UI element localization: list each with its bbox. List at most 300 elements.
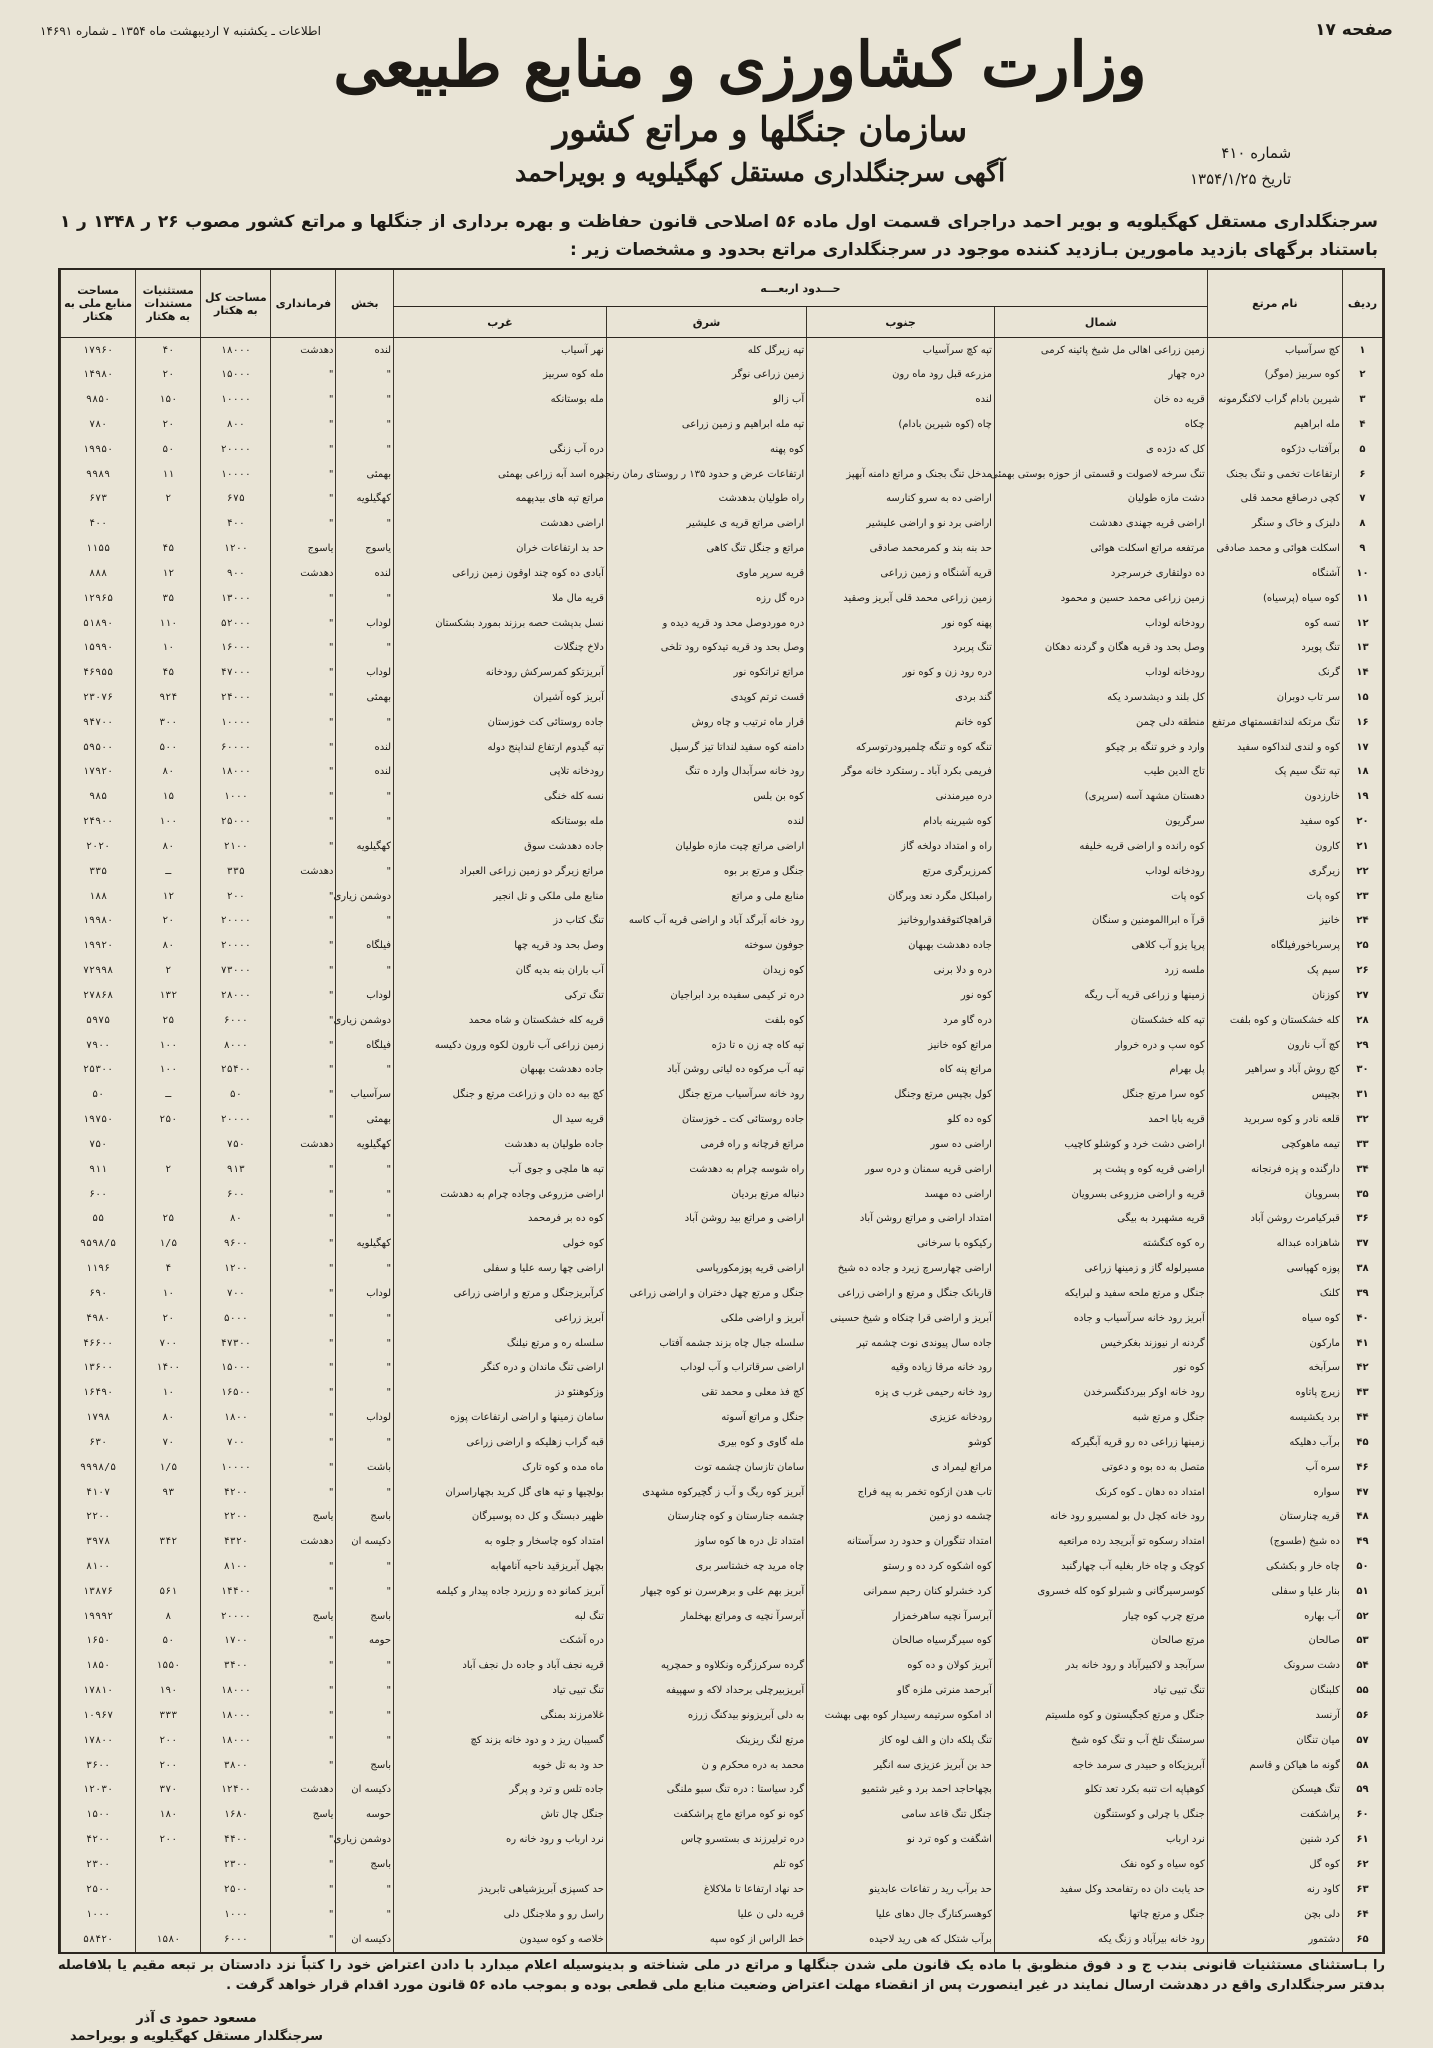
governorate: یاسوج <box>271 536 336 561</box>
natural-resource-area: ۲۵۳۰۰ <box>61 1058 136 1083</box>
north-border: زمینها زراعی ده رو قریه آبگیرکه <box>994 1430 1207 1455</box>
exceptions-area: ۸۰ <box>136 760 201 785</box>
east-border: مله گاوی و کوه بیری <box>606 1430 806 1455</box>
exceptions-area: ۱۰ <box>136 1281 201 1306</box>
row-number: ۹ <box>1342 536 1382 561</box>
row-number: ۲۱ <box>1342 834 1382 859</box>
governorate: " <box>271 1331 336 1356</box>
east-border: قریه دلی ن علیا <box>606 1902 806 1927</box>
exceptions-area: ۲۵ <box>136 1206 201 1231</box>
row-number: ۲۸ <box>1342 1008 1382 1033</box>
rangeland-name: کچی درصاقع محمد قلی <box>1207 486 1342 511</box>
governorate: " <box>271 412 336 437</box>
row-number: ۳۱ <box>1342 1082 1382 1107</box>
south-border: اراضی برد نو و اراضی علیشیر <box>807 511 995 536</box>
district: لوداب <box>336 611 394 636</box>
south-border: تپه کچ سرآسیاب <box>807 338 995 363</box>
south-border: اراضی ده به سرو کنارسه <box>807 486 995 511</box>
south-border: بچهاحاجد احمد برد و غیر شتمیو <box>807 1778 995 1803</box>
natural-resource-area: ۲۳۰۰ <box>61 1852 136 1877</box>
district: " <box>336 586 394 611</box>
ministry-title: وزارت کشاورزی و منابع طبیعی <box>333 28 1147 101</box>
west-border: کوه ده بر فرمحمد <box>394 1206 607 1231</box>
row-number: ۵ <box>1342 437 1382 462</box>
total-area: ۱۰۰۰ <box>201 784 271 809</box>
south-border: کوشو <box>807 1430 995 1455</box>
district: دوشمن زیاری <box>336 1827 394 1852</box>
north-border: حد یابت دان ده رتفامحد وکل سفید <box>994 1877 1207 1902</box>
governorate: " <box>271 1678 336 1703</box>
governorate: " <box>271 1455 336 1480</box>
governorate: " <box>271 1405 336 1430</box>
row-number: ۳۶ <box>1342 1206 1382 1231</box>
exceptions-area: ۴ <box>136 1256 201 1281</box>
west-border: مراتع تپه های بیدپهمه <box>394 486 607 511</box>
south-border: حد برآب رید ر تفاعات عابدینو <box>807 1877 995 1902</box>
total-area: ۱۲۰۰ <box>201 1256 271 1281</box>
rangeland-name: کوه گل <box>1207 1852 1342 1877</box>
west-border: جاده دهدشت بهبهان <box>394 1058 607 1083</box>
exceptions-area: ۴۰ <box>136 338 201 363</box>
row-number: ۸ <box>1342 511 1382 536</box>
total-area: ۷۰۰ <box>201 1430 271 1455</box>
total-area: ۲۳۰۰ <box>201 1852 271 1877</box>
total-area: ۶۰۰۰ <box>201 1927 271 1953</box>
total-area: ۹۱۳ <box>201 1157 271 1182</box>
natural-resource-area: ۲۴۹۰۰ <box>61 809 136 834</box>
total-area: ۲۴۰۰۰ <box>201 685 271 710</box>
south-border: زمین زراعی محمد قلی آبریز وصقید <box>807 586 995 611</box>
exceptions-area: ۸۰ <box>136 933 201 958</box>
west-border: قریه مال ملا <box>394 586 607 611</box>
natural-resource-area: ۱۷۹۶۰ <box>61 338 136 363</box>
table-row <box>61 1306 1383 1331</box>
natural-resource-area: ۴۲۰۰ <box>61 1827 136 1852</box>
west-border: تپه گیدوم ارتفاع لنداپنج دوله <box>394 735 607 760</box>
table-row <box>61 958 1383 983</box>
rangeland-name: سر تاب دوبران <box>1207 685 1342 710</box>
table-row <box>61 1554 1383 1579</box>
south-border: آبرسرآ نچیه ساهرخمزار <box>807 1604 995 1629</box>
total-area: ۱۰۰۰ <box>201 1902 271 1927</box>
west-border: ماه مده و کوه تارک <box>394 1455 607 1480</box>
exceptions-area: ۸ <box>136 1604 201 1629</box>
exceptions-area: ۱۳۲ <box>136 983 201 1008</box>
rangeland-name: بچیپس <box>1207 1082 1342 1107</box>
table-row <box>61 1703 1383 1728</box>
exceptions-area: ۲۰۰ <box>136 1753 201 1778</box>
exceptions-area: ۳۳۳ <box>136 1703 201 1728</box>
total-area: ۱۸۰۰۰ <box>201 1703 271 1728</box>
total-area: ۷۳۰۰۰ <box>201 958 271 983</box>
exceptions-area <box>136 1877 201 1902</box>
natural-resource-area: ۱۷۹۸ <box>61 1405 136 1430</box>
governorate: " <box>271 958 336 983</box>
total-area: ۹۶۰۰ <box>201 1231 271 1256</box>
exceptions-area: ۲ <box>136 486 201 511</box>
row-number: ۵۸ <box>1342 1753 1382 1778</box>
rangeland-name: شاهزاده عبداله <box>1207 1231 1342 1256</box>
signature-title: سرجنگلدار مستقل کهگیلویه و بویراحمد <box>70 2029 323 2044</box>
south-border: قاربانک جنگل و مرتع و اراضی زراعی <box>807 1281 995 1306</box>
north-border: رودخانه لوداب <box>994 611 1207 636</box>
total-area: ۲۰۰ <box>201 884 271 909</box>
natural-resource-area: ۸۸۸ <box>61 561 136 586</box>
total-area: ۵۰ <box>201 1082 271 1107</box>
governorate: " <box>271 1033 336 1058</box>
governorate: " <box>271 437 336 462</box>
rangeland-name: سره آب <box>1207 1455 1342 1480</box>
north-border: ده دولتقاری خرسرجرد <box>994 561 1207 586</box>
west-border: نسل بدپشت حصه برزند بمورد بشکستان <box>394 611 607 636</box>
exceptions-area: ۱۵۸۰ <box>136 1927 201 1953</box>
east-border: آبریزبیرچلی برحداد لاکه و سهپیفه <box>606 1678 806 1703</box>
natural-resource-area: ۹۴۷۰۰ <box>61 710 136 735</box>
natural-resource-area: ۴۱۰۷ <box>61 1480 136 1505</box>
governorate: " <box>271 462 336 487</box>
table-row <box>61 1529 1383 1554</box>
governorate: " <box>271 784 336 809</box>
rangeland-name: مله ابراهیم <box>1207 412 1342 437</box>
table-row <box>61 784 1383 809</box>
west-border: تنگ کتاب دز <box>394 909 607 934</box>
natural-resource-area: ۱۸۸ <box>61 884 136 909</box>
exceptions-area: ۱/۵ <box>136 1231 201 1256</box>
north-border: مرتفعه مراتع اسکلت هوائی <box>994 536 1207 561</box>
governorate: " <box>271 1256 336 1281</box>
south-border: کوه ده کلو <box>807 1107 995 1132</box>
exceptions-area: ۳۷۰ <box>136 1778 201 1803</box>
row-number: ۴۰ <box>1342 1306 1382 1331</box>
row-number: ۳ <box>1342 387 1382 412</box>
east-border: راه شوسه چرام به دهدشت <box>606 1157 806 1182</box>
table-row <box>61 1579 1383 1604</box>
east-border: دره موردوصل محد ود قریه دیده و <box>606 611 806 636</box>
exceptions-area: ۱/۵ <box>136 1455 201 1480</box>
table-row <box>61 1157 1383 1182</box>
exceptions-area: ۲۰ <box>136 1306 201 1331</box>
table-row <box>61 1430 1383 1455</box>
governorate: " <box>271 387 336 412</box>
north-border: جنگل و مرتع ملحه سفید و لبرایکه <box>994 1281 1207 1306</box>
table-row <box>61 660 1383 685</box>
west-border: نسه کله خنگی <box>394 784 607 809</box>
west-border: آب باران بنه بدیه گان <box>394 958 607 983</box>
governorate: " <box>271 1082 336 1107</box>
table-row <box>61 1405 1383 1430</box>
row-number: ۶۲ <box>1342 1852 1382 1877</box>
west-border: جاده طولیان به دهدشت <box>394 1132 607 1157</box>
table-row <box>61 561 1383 586</box>
east-border: جنگل و مرتع چهل دختران و اراضی زراعی <box>606 1281 806 1306</box>
west-border <box>394 1852 607 1877</box>
east-border: قرار ماه ترتیب و چاه روش <box>606 710 806 735</box>
total-area: ۴۴۰۰ <box>201 1827 271 1852</box>
total-area: ۲۰۰۰۰ <box>201 933 271 958</box>
east-border: کوه نو کوه مراتع ماچ پراشکفت <box>606 1802 806 1827</box>
south-border: برآب شتکل که هی رید لاحیده <box>807 1927 995 1953</box>
north-border: جنگل و مرتع چاتها <box>994 1902 1207 1927</box>
rangeland-name: اسکلت هوائی و محمد صادقی <box>1207 536 1342 561</box>
table-row <box>61 1852 1383 1877</box>
north-border: کوه سپ و دره خروار <box>994 1033 1207 1058</box>
district: " <box>336 859 394 884</box>
east-border: مرتع لنگ ریزینک <box>606 1728 806 1753</box>
south-border: اراضی ده سور <box>807 1132 995 1157</box>
district: لوداب <box>336 1405 394 1430</box>
total-area: ۱۳۰۰۰ <box>201 586 271 611</box>
south-border: چشمه دو زمین <box>807 1504 995 1529</box>
exceptions-area: ۲۵۰ <box>136 1107 201 1132</box>
rangeland-name: برآفتاب دژکوه <box>1207 437 1342 462</box>
table-row <box>61 1033 1383 1058</box>
natural-resource-area: ۱۳۶۰۰ <box>61 1355 136 1380</box>
natural-resource-area: ۵۹۷۵ <box>61 1008 136 1033</box>
west-border: حد کسپزی آبریزشیاهی تابریدز <box>394 1877 607 1902</box>
west-border: آبریزتکو کمرسرکش رودخانه <box>394 660 607 685</box>
district: " <box>336 1678 394 1703</box>
natural-resource-area: ۹۸۵ <box>61 784 136 809</box>
natural-resource-area: ۹۹۸۹ <box>61 462 136 487</box>
rangeland-name: گونه ما هیاکن و قاسم <box>1207 1753 1342 1778</box>
south-border: کوه نور <box>807 983 995 1008</box>
table-row <box>61 933 1383 958</box>
col-east: شرق <box>606 307 806 338</box>
east-border: کوه بلفت <box>606 1008 806 1033</box>
governorate: " <box>271 1380 336 1405</box>
table-row <box>61 1678 1383 1703</box>
row-number: ۱۴ <box>1342 660 1382 685</box>
governorate: " <box>271 1753 336 1778</box>
district: بهمئی <box>336 462 394 487</box>
total-area: ۲۵۰۰۰ <box>201 809 271 834</box>
west-border: بولچیها و تپه های گل کرید بچهاراسران <box>394 1480 607 1505</box>
exceptions-area: ۱۲ <box>136 561 201 586</box>
west-border: اراضی دهدشت <box>394 511 607 536</box>
west-border: آبادی ده کوه چند اوقون زمین زراعی <box>394 561 607 586</box>
district: لنده <box>336 760 394 785</box>
north-border: سرگریون <box>994 809 1207 834</box>
exceptions-area: ۸۰ <box>136 1405 201 1430</box>
east-border: زمین زراعی نوگر <box>606 362 806 387</box>
north-border: ملسه زرد <box>994 958 1207 983</box>
district: کهگیلویه <box>336 1231 394 1256</box>
west-border: تنگ لبه <box>394 1604 607 1629</box>
north-border: مرتع صالحان <box>994 1629 1207 1654</box>
table-row <box>61 1728 1383 1753</box>
row-number: ۶۳ <box>1342 1877 1382 1902</box>
rangeland-name: پراشکفت <box>1207 1802 1342 1827</box>
south-border: کرد خشرلو کنان رحیم سمرانی <box>807 1579 995 1604</box>
governorate: " <box>271 1653 336 1678</box>
table-row <box>61 884 1383 909</box>
total-area: ۷۵۰ <box>201 1132 271 1157</box>
row-number: ۳۹ <box>1342 1281 1382 1306</box>
total-area: ۸۰ <box>201 1206 271 1231</box>
west-border: آبریز کمانو ده و رزیرد جاده پیدار و کیلمه <box>394 1579 607 1604</box>
rangeland-name: کچ روش آباد و سراهیر <box>1207 1058 1342 1083</box>
district: فیلگاه <box>336 1033 394 1058</box>
table-row <box>61 1281 1383 1306</box>
governorate: " <box>271 685 336 710</box>
north-border: متصل به ده بوه و دعوتی <box>994 1455 1207 1480</box>
rangeland-name: میان تنگان <box>1207 1728 1342 1753</box>
col-exceptions: مستثنیات مستندات به هکتار <box>136 270 201 338</box>
west-border: حد ود به تل خوبه <box>394 1753 607 1778</box>
table-row <box>61 1778 1383 1803</box>
table-row <box>61 1107 1383 1132</box>
natural-resource-area: ۱۹۹۲۰ <box>61 933 136 958</box>
natural-resource-area: ۲۵۰۰ <box>61 1877 136 1902</box>
south-border: پهنه کوه نور <box>807 611 995 636</box>
governorate: " <box>271 1554 336 1579</box>
total-area: ۱۰۰۰۰ <box>201 1455 271 1480</box>
total-area: ۱۶۸۰ <box>201 1802 271 1827</box>
district: " <box>336 909 394 934</box>
natural-resource-area: ۷۲۹۹۸ <box>61 958 136 983</box>
governorate: " <box>271 1281 336 1306</box>
natural-resource-area: ۳۳۵ <box>61 859 136 884</box>
exceptions-area: ۲۰ <box>136 909 201 934</box>
district: " <box>336 1355 394 1380</box>
east-border: رود خانه آبرگد آباد و اراضی قریه آب کاسه <box>606 909 806 934</box>
south-border: مراتع پنه کاه <box>807 1058 995 1083</box>
row-number: ۲۳ <box>1342 884 1382 909</box>
east-border: کوه تلم <box>606 1852 806 1877</box>
north-border: زمین زراعی اهالی مل شیخ پائینه کرمی <box>994 338 1207 363</box>
natural-resource-area: ۱۹۹۸۰ <box>61 909 136 934</box>
exceptions-area: ۱۸۰ <box>136 1802 201 1827</box>
governorate: " <box>271 1107 336 1132</box>
district: لوداب <box>336 1281 394 1306</box>
district: کهگیلویه <box>336 486 394 511</box>
natural-resource-area: ۱۷۹۲۰ <box>61 760 136 785</box>
col-total: مساحت کل به هکتار <box>201 270 271 338</box>
total-area: ۶۷۵ <box>201 486 271 511</box>
table-row <box>61 586 1383 611</box>
governorate: " <box>271 884 336 909</box>
district: " <box>336 1306 394 1331</box>
row-number: ۱۶ <box>1342 710 1382 735</box>
east-border: تپه آب مرکوه ده لیاتی روشن آباد <box>606 1058 806 1083</box>
north-border: رود خانه بیرآباد و زنگ یکه <box>994 1927 1207 1953</box>
total-area: ۲۰۰۰۰ <box>201 1604 271 1629</box>
rangeland-name: دارگنده و پزه فرنجانه <box>1207 1157 1342 1182</box>
north-border: دهستان مشهد آسه (سرپری) <box>994 784 1207 809</box>
east-border: قریه سرپر ماوی <box>606 561 806 586</box>
district: باسج <box>336 1753 394 1778</box>
district: باسج <box>336 1604 394 1629</box>
west-border: کرآبریزجنگل و مرتع و اراضی زراعی <box>394 1281 607 1306</box>
district: " <box>336 1430 394 1455</box>
col-bakhsh: بخش <box>336 270 394 338</box>
governorate: " <box>271 1902 336 1927</box>
governorate: " <box>271 1827 336 1852</box>
governorate: " <box>271 511 336 536</box>
north-border: کوه سرا مرتع جنگل <box>994 1082 1207 1107</box>
governorate: یاسج <box>271 1604 336 1629</box>
col-natural: مساحت منابع ملی به هکتار <box>61 270 136 338</box>
total-area: ۱۰۰۰۰ <box>201 462 271 487</box>
west-border: منابع ملی ملکی و تل انجیر <box>394 884 607 909</box>
governorate: " <box>271 1430 336 1455</box>
rangeland-name: تیمه ماهوکچی <box>1207 1132 1342 1157</box>
east-border: آبریز و اراضی ملکی <box>606 1306 806 1331</box>
table-row <box>61 1256 1383 1281</box>
north-border: قریه مشهبرد به بیگی <box>994 1206 1207 1231</box>
south-border: کول بچپس مرتع وجنگل <box>807 1082 995 1107</box>
newspaper-dateline: اطلاعات ـ یکشنبه ۷ اردیبهشت ماه ۱۳۵۴ ـ شماره ۱۴۶۹۱ <box>40 24 321 38</box>
natural-resource-area: ۱۹۹۹۲ <box>61 1604 136 1629</box>
exceptions-area: ۸۰ <box>136 834 201 859</box>
east-border: اراضی و مراتع بید روشن آباد <box>606 1206 806 1231</box>
governorate: " <box>271 834 336 859</box>
row-number: ۵۱ <box>1342 1579 1382 1604</box>
rangeland-name: آب بهاره <box>1207 1604 1342 1629</box>
east-border: دامنه کوه سفید لنداتا تیز گرسیل <box>606 735 806 760</box>
total-area: ۱۲۰۰ <box>201 536 271 561</box>
rangeland-name: بنار علیا و سفلی <box>1207 1579 1342 1604</box>
south-border: کوه سیرگرسیاه صالحان <box>807 1629 995 1654</box>
governorate: " <box>271 1927 336 1953</box>
total-area: ۸۰۰۰ <box>201 1033 271 1058</box>
table-row <box>61 635 1383 660</box>
east-border: تپه مله ابراهیم و زمین زراعی <box>606 412 806 437</box>
south-border: قریه آشنگاه و زمین زراعی <box>807 561 995 586</box>
row-number: ۵۶ <box>1342 1703 1382 1728</box>
east-border: اراضی مراتع چیت مازه طولیان <box>606 834 806 859</box>
exceptions-area: ۵۰ <box>136 1629 201 1654</box>
south-border: آبریز و اراضی قرا چنکاه و شیخ حسینی <box>807 1306 995 1331</box>
south-border: مراتع لیمراد ی <box>807 1455 995 1480</box>
total-area: ۲۲۰۰ <box>201 1504 271 1529</box>
east-border: کوه پهنه <box>606 437 806 462</box>
district: بهمئی <box>336 1107 394 1132</box>
district: " <box>336 1206 394 1231</box>
district: لنده <box>336 338 394 363</box>
west-border: دره آشکت <box>394 1629 607 1654</box>
natural-resource-area: ۱۹۹۵۰ <box>61 437 136 462</box>
total-area: ۲۱۰۰ <box>201 834 271 859</box>
governorate: " <box>271 635 336 660</box>
total-area: ۱۷۰۰ <box>201 1629 271 1654</box>
table-row <box>61 1380 1383 1405</box>
south-border: تاب هدن ازکوه تخمر به پیه فراج <box>807 1480 995 1505</box>
district: باسج <box>336 1504 394 1529</box>
row-number: ۴۷ <box>1342 1480 1382 1505</box>
west-border: اراضی مزروعی وجاده چرام به دهدشت <box>394 1182 607 1207</box>
rangeland-name: سرآبخه <box>1207 1355 1342 1380</box>
rangeland-name: کوه سربیز (موگر) <box>1207 362 1342 387</box>
natural-resource-area: ۹۸۵۰ <box>61 387 136 412</box>
exceptions-area: ۵۰ <box>136 437 201 462</box>
natural-resource-area: ۲۳۰۷۶ <box>61 685 136 710</box>
north-border: قریه بابا احمد <box>994 1107 1207 1132</box>
exceptions-area: ۲ <box>136 1157 201 1182</box>
north-border: قریه و اراضی مزروعی بسرویان <box>994 1182 1207 1207</box>
exceptions-area: ۱۰۰ <box>136 1033 201 1058</box>
table-row <box>61 1753 1383 1778</box>
rangeland-name: کلبنگان <box>1207 1678 1342 1703</box>
natural-resource-area: ۲۲۰۰ <box>61 1504 136 1529</box>
row-number: ۶ <box>1342 462 1382 487</box>
table-row <box>61 611 1383 636</box>
south-border: کوه اشکوه کرد ده و رستو <box>807 1554 995 1579</box>
governorate: دهدشت <box>271 338 336 363</box>
natural-resource-area: ۵۹۵۰۰ <box>61 735 136 760</box>
table-row <box>61 362 1383 387</box>
east-border: اراضی سرقاتراب و آب لوداب <box>606 1355 806 1380</box>
